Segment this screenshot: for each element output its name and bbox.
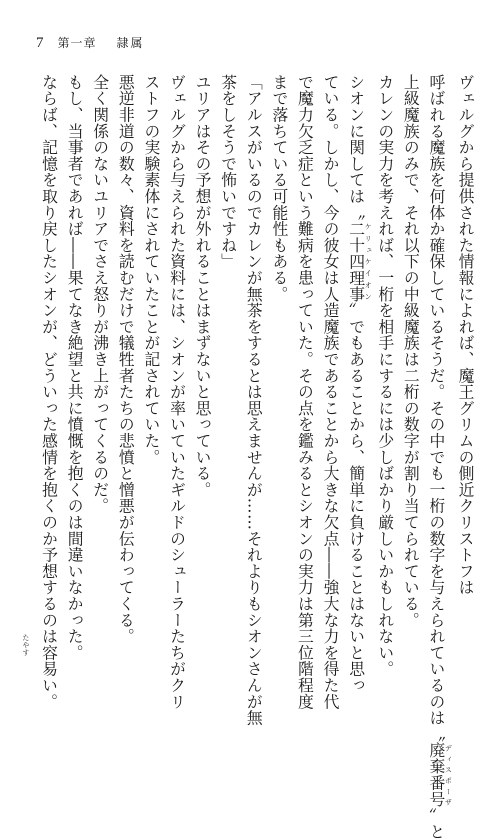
vertical-body-text [21,74,478,840]
ruby-reading-tayasui: たやす [21,633,30,656]
text-line-1: ヴェルグから提供された情報によれば、魔王グリムの側近クリストフは [456,74,475,596]
text-line-5 [343,74,373,694]
quote-mark: 〝 [426,726,446,743]
ruby-kerykeion [346,220,373,303]
text-line-2 [423,74,453,840]
text-line-11: ユリアはその予想が外れることはまずないと思っている。 [193,74,213,498]
text-line-4: カレンの実力を考えれば、一桁を相手にするには少しばかり厳しいかもしれない。 [375,74,395,678]
text-segment: 〟でもあることから、簡単に負けることはないと思っ [346,302,366,694]
text-line-13: ストフの実験素体にされていたことが記されていた。 [141,74,161,466]
text-line-16: もし、当事者であれば――果てなき絶望と共に憤慨を抱くのは間違いなかった。 [65,74,85,661]
text-line-12: ヴェルグから与えられた資料には、シオンが率いていたギルドのシューラーたちがクリ [167,74,187,710]
chapter-title: 隷属 [116,36,145,50]
ruby-base: 廃棄番号 [426,742,446,808]
text-line-10: 茶をしそうで怖いですね」 [218,74,238,270]
ruby-disposer [426,742,453,808]
text-segment: 呼ばれる魔族を何体か確保しているそうだ。その中でも一桁の数字を与えられているのは [426,74,446,726]
ruby-base: 二十四理事 [346,220,366,303]
text-line-7: で魔力欠乏症という難病を患っていた。その点を鑑みるとシオンの実力は第三位階程度 [295,74,315,710]
text-segment: 〟と [426,807,446,840]
text-line-9: 「アルスがいるのでカレンが無茶をするとは思えませんが……それよりもシオンさんが無 [244,74,264,726]
text-segment: シオンに関しては〝 [346,74,366,221]
text-line-3: 上級魔族のみで、それ以下の中級魔族は二桁の数字が割り当てられている。 [401,74,421,629]
text-line-6: ている。しかし、今の彼女は人造魔族であることから大きな欠点――強大な力を得た代 [321,74,341,710]
chapter-label: 第一章 [57,36,97,50]
page-number: 7 [36,35,44,51]
text-line-17: ならば、記憶を取り戻したシオンが、どういった感情を抱くのか予想するのは容易い。 [39,74,59,710]
text-line-15: 全く関係のないユリアでさえ怒りが沸き上がってくるのだ。 [90,74,110,515]
ruby-reading: ディスポーザ [444,742,453,808]
text-line-14: 悪逆非道の数々、資料を読むだけで犠牲者たちの悲憤と憎悪が伝わってくる。 [116,74,136,645]
ruby-reading: ケリュケイオン [364,220,373,303]
running-header [36,34,145,52]
text-line-8: まで落ちている可能性もある。 [269,74,289,303]
